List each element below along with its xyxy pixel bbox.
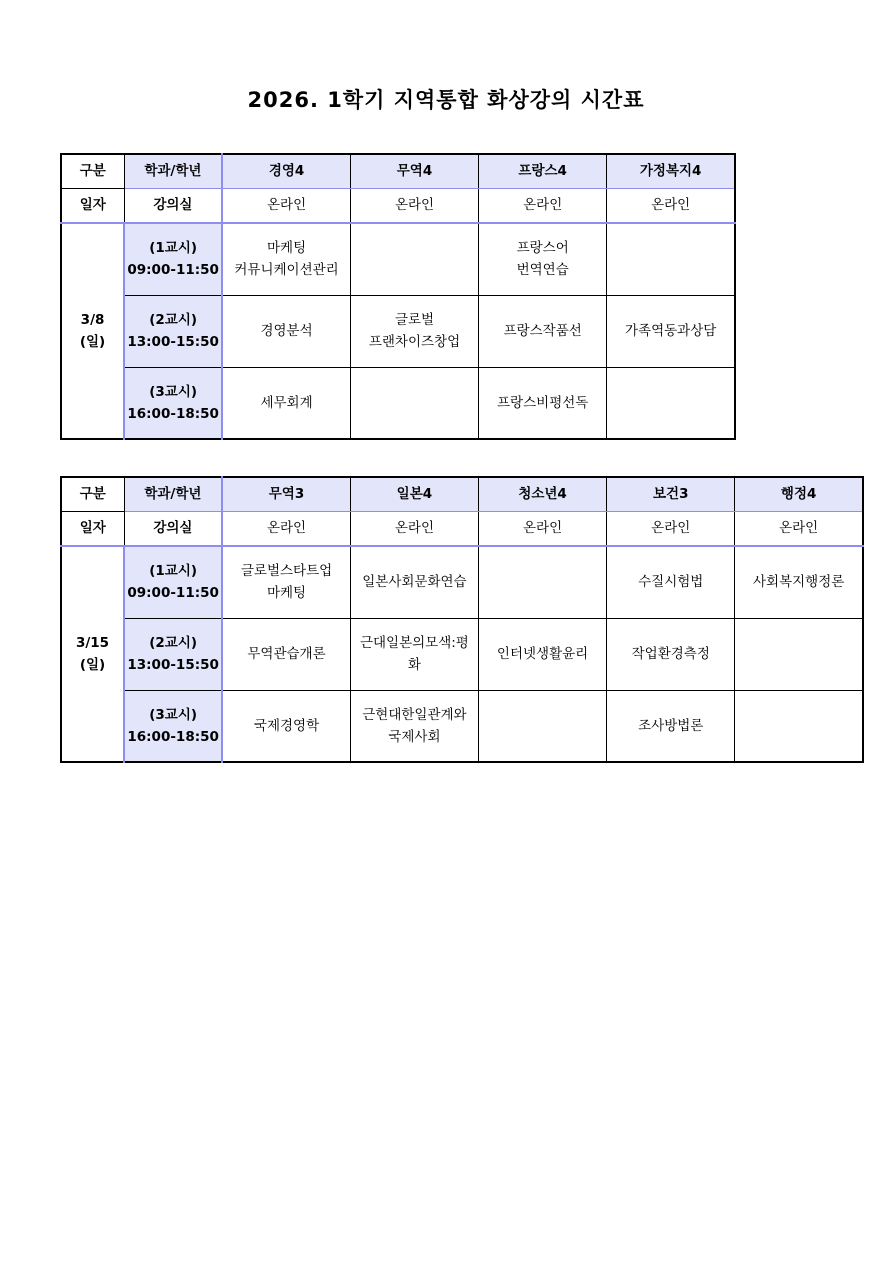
period-row [61,690,863,762]
course-cell [607,618,735,690]
period-name: (2교시) [149,635,198,651]
period-row [61,367,735,439]
category-label: 구분 [61,477,124,511]
room-row [61,511,863,546]
cell-text-line: 마케팅 [266,585,307,602]
column-header: 가정복지4 [607,154,735,188]
room-cell: 온라인 [607,188,735,223]
course-cell [222,367,350,439]
date-cell [61,223,124,439]
cell-text-line: 인터넷생활윤리 [496,646,589,662]
cell-text-line: 무역관습개론 [247,646,326,662]
course-cell [222,295,350,367]
timetable-march-8 [60,153,736,440]
period-time: 13:00-15:50 [127,334,219,350]
course-cell [350,367,478,439]
period-row [61,618,863,690]
cell-text-line: 프랜차이즈창업 [368,334,461,350]
date-value: 3/8 [80,312,105,328]
course-cell [735,690,863,762]
cell-text-line: 화 [407,657,421,673]
day-value: (일) [79,657,106,673]
room-cell: 온라인 [350,511,478,546]
period-name: (2교시) [149,312,198,328]
course-cell [350,546,478,618]
period-time: 13:00-15:50 [127,657,219,673]
course-cell [222,690,350,762]
cell-text-line: 가족역동과상담 [624,323,717,339]
timetable-march-15 [60,476,864,763]
cell-text-line: 국제경영학 [253,717,320,734]
cell-text-line: 프랑스작품선 [503,323,582,339]
cell-text-line: 번역연습 [516,262,569,279]
course-cell [222,223,350,295]
period-time: 09:00-11:50 [127,262,219,279]
page-title: 2026. 1학기 지역통합 화상강의 시간표 [247,88,645,112]
room-row [61,188,735,223]
room-cell: 온라인 [735,511,863,546]
period-row [61,546,863,618]
cell-text-line: 마케팅 [267,240,307,257]
header-row [61,477,863,511]
period-name: (1교시) [149,563,198,580]
cell-text-line: 글로벌 [394,312,435,328]
room-cell: 온라인 [350,188,478,223]
course-cell [607,690,735,762]
period-name: (1교시) [149,240,198,257]
dept-label: 학과/학년 [124,477,222,511]
course-cell [479,367,607,439]
course-cell [607,546,735,618]
period-time: 09:00-11:50 [127,585,219,602]
cell-text-line: 글로벌스타트업 [240,563,333,580]
room-label: 강의실 [124,188,222,223]
cell-text-line: 프랑스비평선독 [497,394,589,411]
date-label: 일자 [61,188,124,223]
date-cell [61,546,124,762]
room-cell: 온라인 [479,511,607,546]
date-label: 일자 [61,511,124,546]
date-value: 3/15 [75,635,110,651]
cell-text-line: 조사방법론 [638,717,704,734]
column-header: 청소년4 [479,477,607,511]
period-cell [124,690,222,762]
day-value: (일) [79,334,106,350]
column-header: 프랑스4 [479,154,607,188]
course-cell [479,223,607,295]
cell-text-line: 일본사회문화연습 [362,574,467,591]
course-cell [479,690,607,762]
cell-text-line: 수질시험법 [638,574,704,591]
room-cell: 온라인 [222,511,350,546]
course-cell [735,546,863,618]
period-cell [124,295,222,367]
course-cell [350,223,478,295]
course-cell [607,367,735,439]
period-cell [124,223,222,295]
header-row [61,154,735,188]
column-header: 무역3 [222,477,350,511]
room-cell: 온라인 [222,188,350,223]
column-header: 일본4 [350,477,478,511]
period-row [61,295,735,367]
course-cell [222,618,350,690]
cell-text-line: 경영분석 [260,323,313,339]
period-name: (3교시) [149,706,198,723]
room-cell: 온라인 [607,511,735,546]
course-cell [350,618,478,690]
period-name: (3교시) [149,383,198,400]
category-label: 구분 [61,154,124,188]
period-cell [124,618,222,690]
room-cell: 온라인 [479,188,607,223]
room-label: 강의실 [124,511,222,546]
dept-label: 학과/학년 [124,154,222,188]
course-cell [350,690,478,762]
cell-text-line: 작업환경측정 [631,646,710,662]
cell-text-line: 프랑스어 [516,240,569,257]
course-cell [479,618,607,690]
period-time: 16:00-18:50 [127,728,219,745]
period-cell [124,546,222,618]
cell-text-line: 근현대한일관계와 [362,706,467,723]
period-time: 16:00-18:50 [127,405,219,422]
cell-text-line: 사회복지행정론 [753,574,845,591]
course-cell [607,295,735,367]
period-cell [124,367,222,439]
column-header: 경영4 [222,154,350,188]
column-header: 무역4 [350,154,478,188]
period-row [61,223,735,295]
course-cell [222,546,350,618]
course-cell [607,223,735,295]
column-header: 행정4 [735,477,863,511]
cell-text-line: 세무회계 [260,394,313,411]
column-header: 보건3 [607,477,735,511]
course-cell [479,295,607,367]
course-cell [350,295,478,367]
cell-text-line: 근대일본의모색:평 [359,635,469,651]
course-cell [735,618,863,690]
cell-text-line: 국제사회 [388,728,441,745]
course-cell [479,546,607,618]
cell-text-line: 커뮤니케이션관리 [234,262,339,279]
